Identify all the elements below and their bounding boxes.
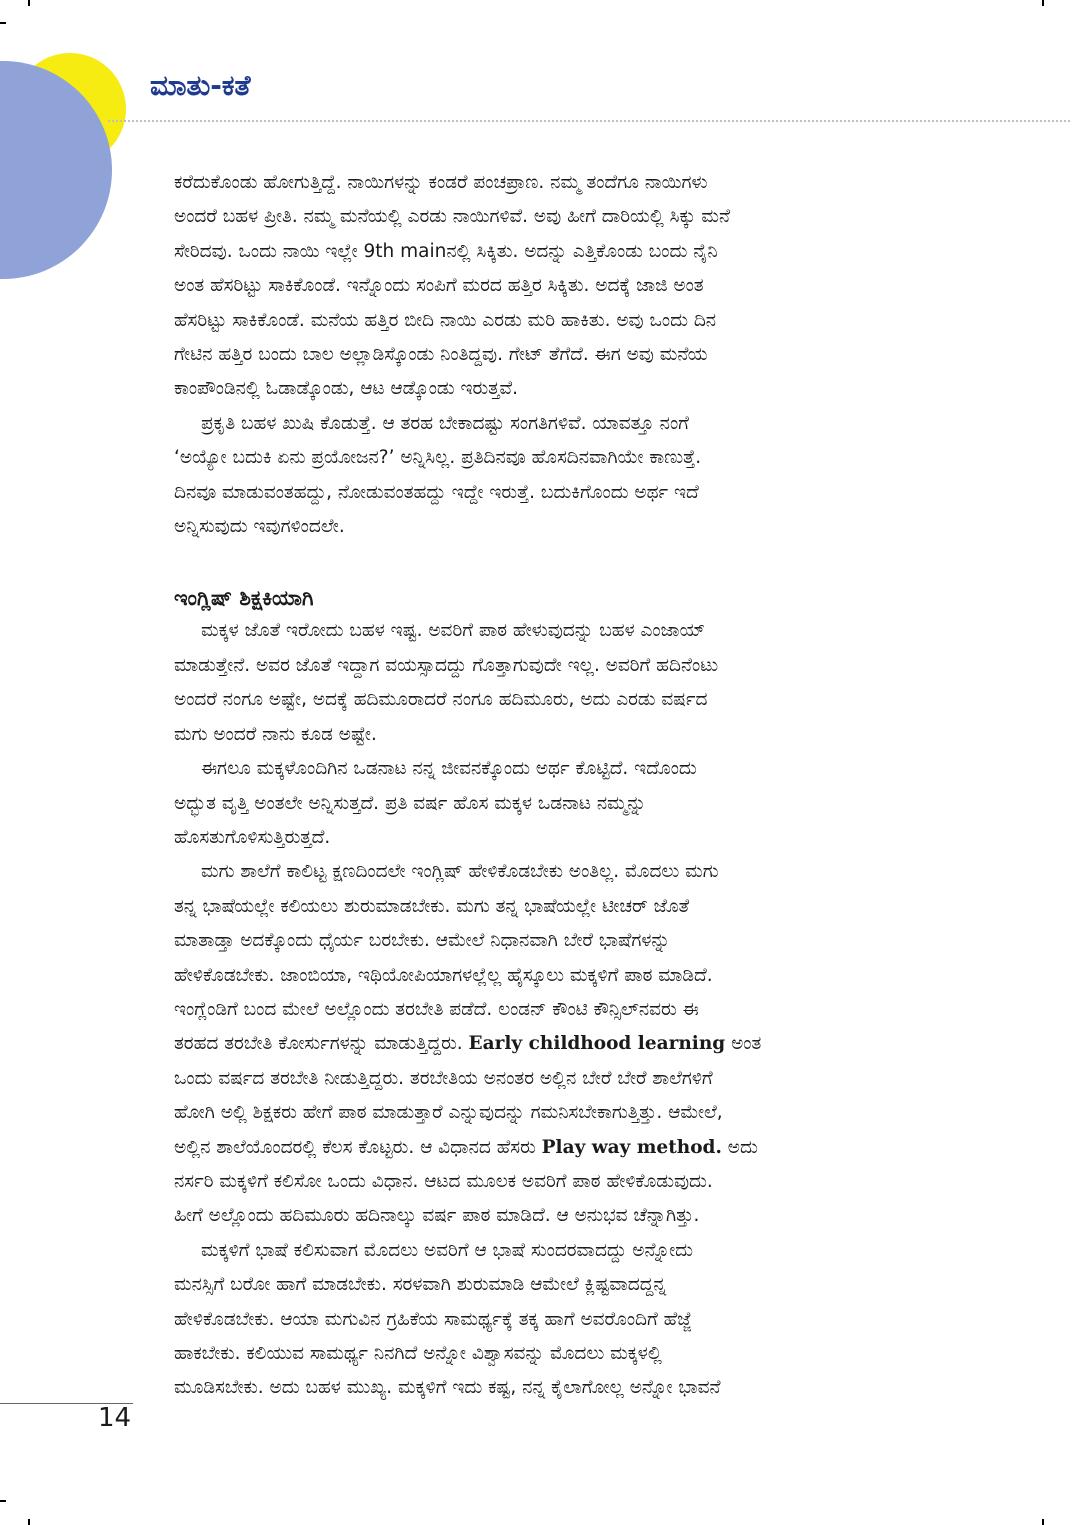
paragraph: ಮಕ್ಕಳಿಗೆ ಭಾಷೆ ಕಲಿಸುವಾಗ ಮೊದಲು ಅವರಿಗೆ ಆ ಭಾಷೆ ಸುಂದರವಾದದ್ದು ಅನ್ನೋದು ಮನಸ್ಸಿಗೆ ಬರೋ ಹಾಗೆ ಮಾಡಬೇಕು. ಸರಳವಾಗಿ ಶುರುಮಾಡಿ ಆಮೇಲೆ ಕ್ಲಿಷ್ಟವಾದದ್ದನ್ನ ಹೇಳಿಕೊಡಬೇಕು. ಆಯಾ ಮಗುವಿನ ಗ್ರಹಿಕೆಯ ಸಾಮರ್ಥ್ಯಕ್ಕೆ ತಕ್ಕ ಹಾಗೆ ಅವರೊಂದಿಗೆ ಹೆಜ್ಜೆ ಹಾಕಬೇಕು. ಕಲಿಯುವ ಸಾಮರ್ಥ್ಯ ನಿನಗಿದೆ ಅನ್ನೋ ವಿಶ್ವಾಸವನ್ನು ಮೊದಲು ಮಕ್ಕಳಲ್ಲಿ ಮೂಡಿಸಬೇಕು. ಅದು ಬಹಳ ಮುಖ್ಯ. ಮಕ್ಕಳಿಗೆ ಇದು ಕಷ್ಟ, ನನ್ನ ಕೈಲಾಗೋಲ್ಲ ಅನ್ನೋ ಭಾವನೆ (174, 1239, 721, 1399)
section-heading: ಇಂಗ್ಲಿಷ್ ಶಿಕ್ಷಕಿಯಾಗಿ (174, 586, 314, 611)
paragraph: ಕರೆದುಕೊಂಡು ಹೋಗುತ್ತಿದ್ದೆ. ನಾಯಿಗಳನ್ನು ಕಂಡರೆ ಪಂಚಪ್ರಾಣ. ನಮ್ಮ ತಂದೆಗೂ ನಾಯಿಗಳು ಅಂದರೆ ಬಹಳ ಪ್ರೀತಿ. ನಮ್ಮ ಮನೆಯಲ್ಲಿ ಎರಡು ನಾಯಿಗಳಿವೆ. ಅವು ಹೀಗೆ ದಾರಿಯಲ್ಲಿ ಸಿಕ್ಕು ಮನೆ ಸೇರಿದವು. ಒಂದು ನಾಯಿ ಇಲ್ಲೇ 9th mainನಲ್ಲಿ ಸಿಕ್ಕಿತು. ಅದನ್ನು ಎತ್ತಿಕೊಂಡು ಬಂದು ನೈನಿ ಅಂತ ಹೆಸರಿಟ್ಟು ಸಾಕಿಕೊಂಡೆ. ಇನ್ನೊಂದು ಸಂಪಿಗೆ ಮರದ ಹತ್ತಿರ ಸಿಕ್ಕಿತು. ಅದಕ್ಕೆ ಜಾಜಿ ಅಂತ ಹೆಸರಿಟ್ಟು ಸಾಕಿಕೊಂಡೆ. ಮನೆಯ ಹತ್ತಿರ ಬೀದಿ ನಾಯಿ ಎರಡು ಮರಿ ಹಾಕಿತು. ಅವು ಒಂದು ದಿನ ಗೇಟಿನ ಹತ್ತಿರ ಬಂದು ಬಾಲ ಅಲ್ಲಾಡಿಸ್ಕೊಂಡು ನಿಂತಿದ್ದವು. ಗೇಟ್ ತೆಗೆದೆ. ಈಗ ಅವು ಮನೆಯ ಕಾಂಪೌಂಡಿನಲ್ಲಿ ಓಡಾಡ್ಕೊಂಡು, ಆಟ ಆಡ್ಕೊಂಡು ಇರುತ್ತವೆ. (174, 172, 730, 400)
article-body (174, 166, 948, 1406)
section-title: ಮಾತು-ಕತೆ (150, 69, 251, 102)
paragraph: ಮಕ್ಕಳ ಜೊತೆ ಇರೋದು ಬಹಳ ಇಷ್ಟ. ಅವರಿಗೆ ಪಾಠ ಹೇಳುವುದನ್ನು ಬಹಳ ಎಂಜಾಯ್ ಮಾಡುತ್ತೇನೆ. ಅವರ ಜೊತೆ ಇದ್ದಾಗ ವಯಸ್ಸಾದದ್ದು ಗೊತ್ತಾಗುವುದೇ ಇಲ್ಲ. ಅವರಿಗೆ ಹದಿನೆಂಟು ಅಂದರೆ ನಂಗೂ ಅಷ್ಟೇ, ಅದಕ್ಕೆ ಹದಿಮೂರಾದರೆ ನಂಗೂ ಹದಿಮೂರು, ಅದು ಎರಡು ವರ್ಷದ ಮಗು ಅಂದರೆ ನಾನು ಕೂಡ ಅಷ್ಟೇ. (174, 620, 719, 745)
paragraph-text: ಅದು ನರ್ಸರಿ ಮಕ್ಕಳಿಗೆ ಕಲಿಸೋ ಒಂದು ವಿಧಾನ. ಆಟದ ಮೂಲಕ ಅವರಿಗೆ ಪಾಠ ಹೇಳಿಕೊಡುವುದು. ಹೀಗೆ ಅಲ್ಲೊಂದು ಹದಿಮೂರು ಹದಿನಾಲ್ಕು ವರ್ಷ ಪಾಠ ಮಾಡಿದೆ. ಆ ಅನುಭವ ಚೆನ್ನಾಗಿತ್ತು. (174, 1136, 758, 1227)
paragraph-text: ಮಗು ಶಾಲೆಗೆ ಕಾಲಿಟ್ಟ ಕ್ಷಣದಿಂದಲೇ ಇಂಗ್ಲಿಷ್ ಹೇಳಿಕೊಡಬೇಕು ಅಂತಿಲ್ಲ. ಮೊದಲು ಮಗು ತನ್ನ ಭಾಷೆಯಲ್ಲೇ ಕಲಿಯಲು ಶುರುಮಾಡಬೇಕು. ಮಗು ತನ್ನ ಭಾಷೆಯಲ್ಲೇ ಟೀಚರ್ ಜೊತೆ ಮಾತಾಡ್ತಾ ಅದಕ್ಕೊಂದು ಧೈರ್ಯ ಬರಬೇಕು. ಆಮೇಲೆ ನಿಧಾನವಾಗಿ ಬೇರೆ ಭಾಷೆಗಳನ್ನು ಹೇಳಿಕೊಡಬೇಕು. ಜಾಂಬಿಯಾ, ಇಥಿಯೋಪಿಯಾಗಳಲ್ಲೆಲ್ಲ ಹೈಸ್ಕೂಲು ಮಕ್ಕಳಿಗೆ ಪಾಠ ಮಾಡಿದೆ. ಇಂಗ್ಲೆಂಡಿಗೆ ಬಂದ ಮೇಲೆ ಅಲ್ಲೊಂದು ತರಬೇತಿ ಪಡೆದೆ. ಲಂಡನ್ ಕೌಂಟಿ ಕೌನ್ಸಿಲ್‌ನವರು ಈ ತರಹದ ತರಬೇತಿ ಕೋರ್ಸುಗಳನ್ನು ಮಾಡುತ್ತಿದ್ದರು. (174, 861, 719, 1055)
crop-mark (0, 1500, 6, 1502)
crop-mark (28, 0, 30, 6)
crop-mark (0, 22, 6, 24)
crop-mark (1042, 0, 1044, 6)
crop-mark (1042, 1519, 1044, 1525)
paragraph-text: ಅಂತ ಒಂದು ವರ್ಷದ ತರಬೇತಿ ನೀಡುತ್ತಿದ್ದರು. ತರಬೇತಿಯ ಅನಂತರ ಅಲ್ಲಿನ ಬೇರೆ ಬೇರೆ ಶಾಲೆಗಳಿಗೆ ಹೋಗಿ ಅಲ್ಲಿ ಶಿಕ್ಷಕರು ಹೇಗೆ ಪಾಠ ಮಾಡುತ್ತಾರೆ ಎನ್ನುವುದನ್ನು ಗಮನಿಸಬೇಕಾಗುತ್ತಿತ್ತು. ಆಮೇಲೆ, ಅಲ್ಲಿನ ಶಾಲೆಯೊಂದರಲ್ಲಿ ಕೆಲಸ ಕೊಟ್ಟರು. ಆ ವಿಧಾನದ ಹೆಸರು (174, 1033, 762, 1158)
paragraph: ಈಗಲೂ ಮಕ್ಕಳೊಂದಿಗಿನ ಒಡನಾಟ ನನ್ನ ಜೀವನಕ್ಕೊಂದು ಅರ್ಥ ಕೊಟ್ಟಿದೆ. ಇದೊಂದು ಅದ್ಭುತ ವೃತ್ತಿ ಅಂತಲೇ ಅನ್ನಿಸುತ್ತದೆ. ಪ್ರತಿ ವರ್ಷ ಹೊಸ ಮಕ್ಕಳ ಒಡನಾಟ ನಮ್ಮನ್ನು ಹೊಸತುಗೊಳಿಸುತ್ತಿರುತ್ತದೆ. (174, 758, 697, 848)
crop-mark (28, 1519, 30, 1525)
paragraph (174, 855, 948, 1233)
page-number: 14 (98, 1403, 132, 1433)
english-phrase: Play way method. (541, 1136, 722, 1158)
english-phrase: Early childhood learning (468, 1033, 726, 1055)
header-dotted-rule (108, 120, 1070, 122)
paragraph: ಪ್ರಕೃತಿ ಬಹಳ ಖುಷಿ ಕೊಡುತ್ತೆ. ಆ ತರಹ ಬೇಕಾದಷ್ಟು ಸಂಗತಿಗಳಿವೆ. ಯಾವತ್ತೂ ನಂಗೆ ‘ಅಯ್ಯೋ ಬದುಕಿ ಏನು ಪ್ರಯೋಜನ?’ ಅನ್ನಿಸಿಲ್ಲ. ಪ್ರತಿದಿನವೂ ಹೊಸದಿನವಾಗಿಯೇ ಕಾಣುತ್ತೆ. ದಿನವೂ ಮಾಡುವಂತಹದ್ದು, ನೋಡುವಂತಹದ್ದು ಇದ್ದೇ ಇರುತ್ತೆ. ಬದುಕಿಗೊಂದು ಅರ್ಥ ಇದೆ ಅನ್ನಿಸುವುದು ಇವುಗಳಿಂದಲೇ. (174, 412, 702, 538)
